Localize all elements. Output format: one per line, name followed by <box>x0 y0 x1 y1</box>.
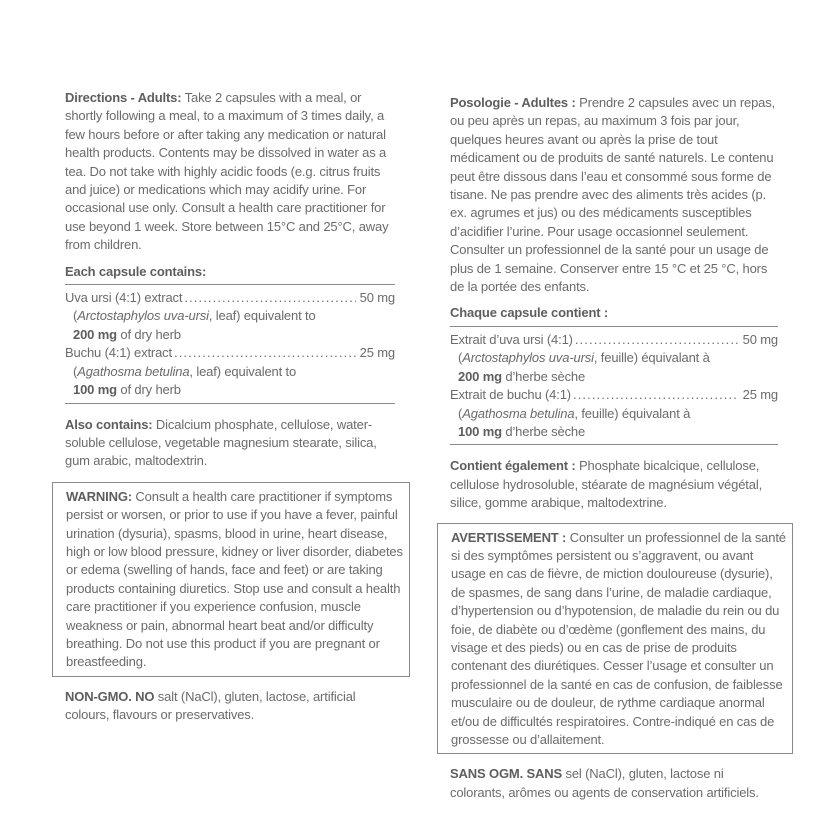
also-contains-paragraph <box>65 416 395 471</box>
equivalent-amount: 200 mg <box>73 326 117 342</box>
leader-dots <box>184 289 355 307</box>
non-gmo-paragraph <box>65 688 395 725</box>
ingredient-name: Extrait d’uva ursi (4:1) <box>450 331 573 347</box>
non-gmo-paragraph <box>450 765 778 802</box>
latin-name: Arctostaphylos uva-ursi <box>462 350 594 366</box>
ingredient-name: Buchu (4:1) extract <box>65 345 172 361</box>
warning-paragraph <box>451 529 786 750</box>
ingredient-row <box>450 331 778 349</box>
directions-text: Take 2 capsules with a meal, or shortly following a meal, to a maximum of 3 times daily, a few hours before or after taking any medication or natural health products. Contents may be dissolved in water as a tea. Do not take with highly acidic foods (e.g. citrus fruits and juice) or medications which may acidify urine. For occasional use only. Consult a health care practitioner for use beyond 1 week. Store between 15°C and 25°C, away from children. <box>65 90 389 253</box>
warning-box <box>437 523 793 755</box>
ingredient-list <box>65 289 395 399</box>
warning-label: AVERTISSEMENT : <box>451 529 567 545</box>
leader-dots <box>575 331 739 349</box>
non-gmo-text: salt (NaCl), gluten, lactose, artificial colours, flavours or preservatives. <box>65 688 356 723</box>
also-contains-label: Contient également : <box>450 458 576 474</box>
equivalent-amount: 200 mg <box>458 368 502 384</box>
divider <box>65 284 395 285</box>
ingredient-source: (Agathosma betulina, leaf) equivalent to <box>73 363 297 379</box>
ingredient-equivalent: 100 mg d’herbe sèche <box>458 423 586 439</box>
latin-name: Agathosma betulina <box>462 405 575 421</box>
also-contains-label: Also contains: <box>65 416 153 432</box>
leader-dots <box>174 344 356 362</box>
ingredient-amount: 50 mg <box>359 290 395 306</box>
directions-paragraph <box>65 89 395 255</box>
directions-text: Prendre 2 capsules avec un repas, ou peu après un repas, au maximum 3 fois par jour, quelques heures avant ou après la prise de tout médicament ou de produits de santé naturels. Le contenu peut être dissous dans l’eau et consommé sous forme de tisane. Ne pas prendre avec des aliments très acides (p. ex. agrumes et jus) ou des médicaments susceptibles d’acidifier l’urine. Pour usage occasionnel seulement. Consulter un professionnel de la santé pour un usage de plus de 1 semaine. Conserver entre 15 °C et 25 °C, hors de la portée des enfants. <box>450 95 776 295</box>
also-contains-paragraph <box>450 457 778 512</box>
warning-paragraph <box>66 488 403 672</box>
latin-name: Agathosma betulina <box>77 363 190 379</box>
ingredient-row <box>450 386 778 404</box>
ingredient-source: (Arctostaphylos uva-ursi, leaf) equivalent to <box>73 308 316 324</box>
directions-paragraph <box>450 94 778 296</box>
also-contains-text: Dicalcium phosphate, cellulose, water-soluble cellulose, vegetable magnesium stearate, silica, gum arabic, maltodextrin. <box>65 416 377 469</box>
ingredient-amount: 25 mg <box>359 345 395 361</box>
warning-text: Consult a health care practitioner if symptoms persist or worsen, or prior to use if you have a fever, painful urination (dysuria), spasms, blood in urine, heart disease, high or low blood pressure, kidney or liver disorder, diabetes or edema (swelling of hands, face and feet) or are taking products containing diuretics. Stop use and consult a health care practitioner if you experience confusion, muscle weakness or pain, abnormal heart beat and/or difficulty breathing. Do not use this product if you are pregnant or breastfeeding. <box>66 488 403 670</box>
ingredient-list <box>450 331 778 441</box>
non-gmo-label: SANS OGM. SANS <box>450 766 563 782</box>
ingredient-source: (Agathosma betulina, feuille) équivalant à <box>458 405 691 421</box>
ingredient-row <box>65 289 395 307</box>
french-column <box>450 94 786 802</box>
ingredient-name: Extrait de buchu (4:1) <box>450 387 571 403</box>
english-column <box>65 89 403 725</box>
divider <box>450 326 778 327</box>
divider <box>450 444 778 445</box>
warning-text: Consulter un professionnel de la santé si des symptômes persistent ou s’aggravent, ou avant usage en cas de fièvre, de miction douloureuse (dysurie), de spasmes, de sang dans l’urine, de maladie cardiaque, d’hypertension ou d’hypotension, de maladie du rein ou du foie, de diabète ou d’œdème (gonflement des mains, du visage et des pieds) ou en cas de prise de produits contenant des diurétiques. Cesser l’usage et consulter un professionnel de la santé en cas de confusion, de faiblesse musculaire ou de douleur, de rythme cardiaque anormal et/ou de difficultés respiratoires. Contre-indiqué en cas de grossesse ou d’allaitement. <box>451 529 786 747</box>
each-capsule-title: Chaque capsule contient : <box>450 305 609 321</box>
each-capsule-title: Each capsule contains: <box>65 263 207 279</box>
latin-name: Arctostaphylos uva-ursi <box>77 308 209 324</box>
ingredient-equivalent: 100 mg of dry herb <box>73 382 181 398</box>
ingredient-name: Uva ursi (4:1) extract <box>65 290 183 306</box>
ingredient-equivalent: 200 mg of dry herb <box>73 326 181 342</box>
warning-box <box>52 482 410 677</box>
ingredient-source: (Arctostaphylos uva-ursi, feuille) équivalant à <box>458 350 710 366</box>
directions-label: Posologie - Adultes : <box>450 95 576 110</box>
directions-label: Directions - Adults: <box>65 90 182 105</box>
ingredient-amount: 25 mg <box>742 387 778 403</box>
non-gmo-text: sel (NaCl), gluten, lactose ni colorants, arômes ou agents de conservation artificiels. <box>450 766 759 800</box>
also-contains-text: Phosphate bicalcique, cellulose, cellulose hydrosoluble, stéarate de magnésium végétal, silice, gomme arabique, maltodextrine. <box>450 458 763 511</box>
leader-dots <box>573 386 739 404</box>
ingredient-equivalent: 200 mg d’herbe sèche <box>458 368 586 384</box>
divider <box>65 403 395 404</box>
equivalent-amount: 100 mg <box>73 382 117 398</box>
equivalent-amount: 100 mg <box>458 423 502 439</box>
non-gmo-label: NON-GMO. NO <box>65 688 155 704</box>
warning-label: WARNING: <box>66 488 132 504</box>
ingredient-amount: 50 mg <box>742 331 778 347</box>
ingredient-row <box>65 344 395 362</box>
